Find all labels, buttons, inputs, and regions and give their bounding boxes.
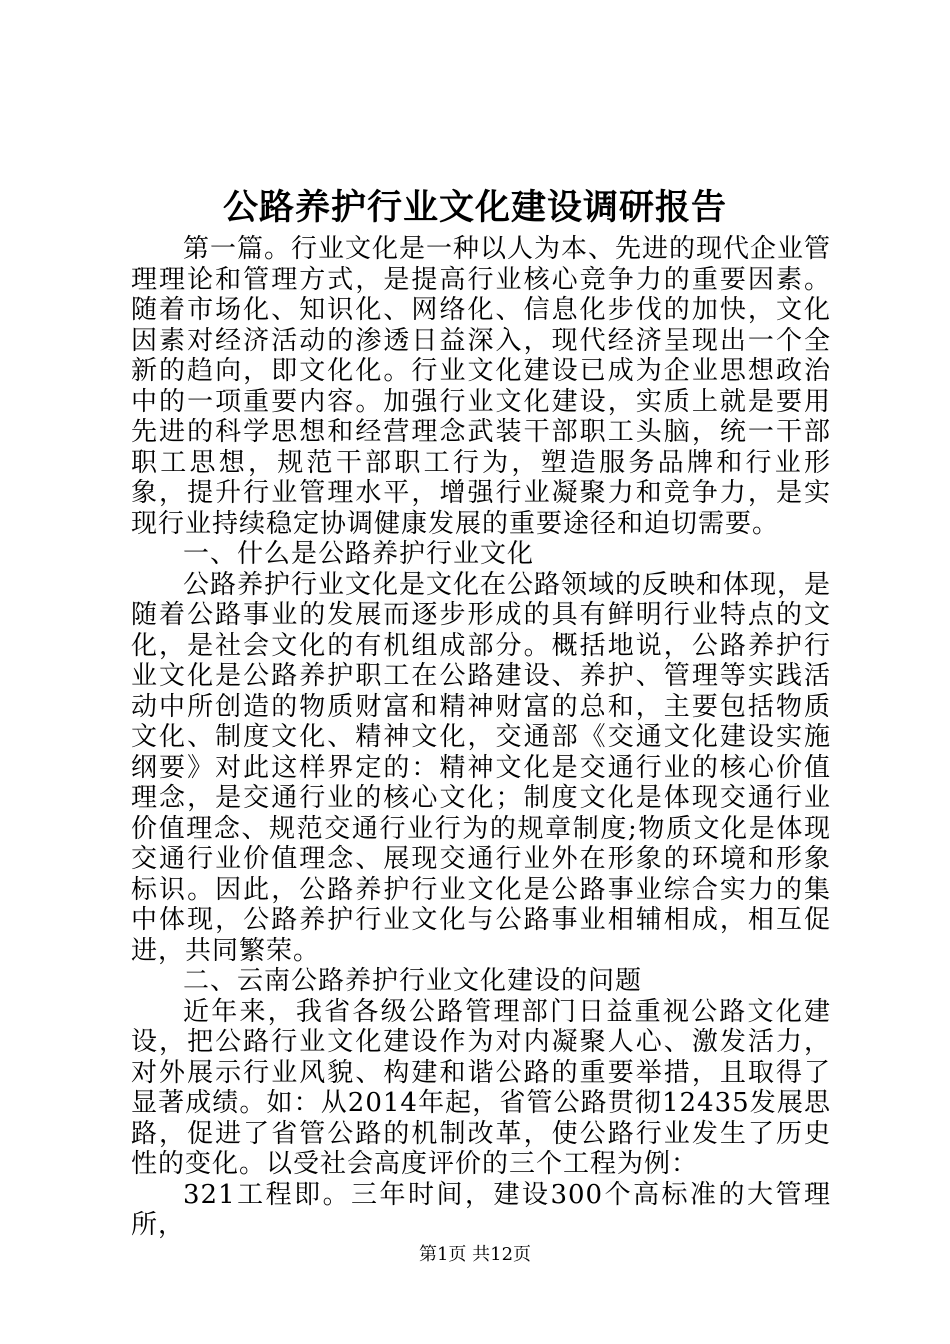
paragraph-recent-years: 近年来，我省各级公路管理部门日益重视公路文化建设，把公路行业文化建设作为对内凝聚人心、激发活力，对外展示行业风貌、构建和谐公路的重要举措，且取得了显著成绩。如：从2014年起，省管公路贯彻12435发展思路，促进了省管公路的机制改革，使公路行业发生了历史性的变化。以受社会高度评价的三个工程为例： — [131, 996, 831, 1179]
section-heading-2: 二、云南公路养护行业文化建设的问题 — [183, 966, 643, 996]
document-body — [131, 234, 831, 1241]
section-heading-1: 一、什么是公路养护行业文化 — [183, 539, 535, 569]
page-number-footer: 第1页 共12页 — [418, 1244, 532, 1265]
paragraph-definition: 公路养护行业文化是文化在公路领域的反映和体现，是随着公路事业的发展而逐步形成的具有鲜明行业特点的文化，是社会文化的有机组成部分。概括地说，公路养护行业文化是公路养护职工在公路建设、养护、管理等实践活动中所创造的物质财富和精神财富的总和，主要包括物质文化、制度文化、精神文化，交通部《交通文化建设实施纲要》对此这样界定的：精神文化是交通行业的核心价值理念，是交通行业的核心文化；制度文化是体现交通行业价值理念、规范交通行业行为的规章制度;物质文化是体现交通行业价值理念、展现交通行业外在形象的环境和形象标识。因此，公路养护行业文化是公路事业综合实力的集中体现，公路养护行业文化与公路事业相辅相成，相互促进，共同繁荣。 — [131, 569, 832, 966]
paragraph-intro: 第一篇。行业文化是一种以人为本、先进的现代企业管理理论和管理方式，是提高行业核心竞争力的重要因素。随着市场化、知识化、网络化、信息化步伐的加快，文化因素对经济活动的渗透日益深入，现代经济呈现出一个全新的趋向，即文化化。行业文化建设已成为企业思想政治中的一项重要内容。加强行业文化建设，实质上就是要用先进的科学思想和经营理念武装干部职工头脑，统一干部职工思想，规范干部职工行为，塑造服务品牌和行业形象，提升行业管理水平，增强行业凝聚力和竞争力，是实现行业持续稳定协调健康发展的重要途径和迫切需要。 — [131, 234, 832, 539]
paragraph-321-project: 321工程即。三年时间，建设300个高标准的大管理所， — [131, 1179, 831, 1240]
document-title: 公路养护行业文化建设调研报告 — [222, 187, 727, 228]
